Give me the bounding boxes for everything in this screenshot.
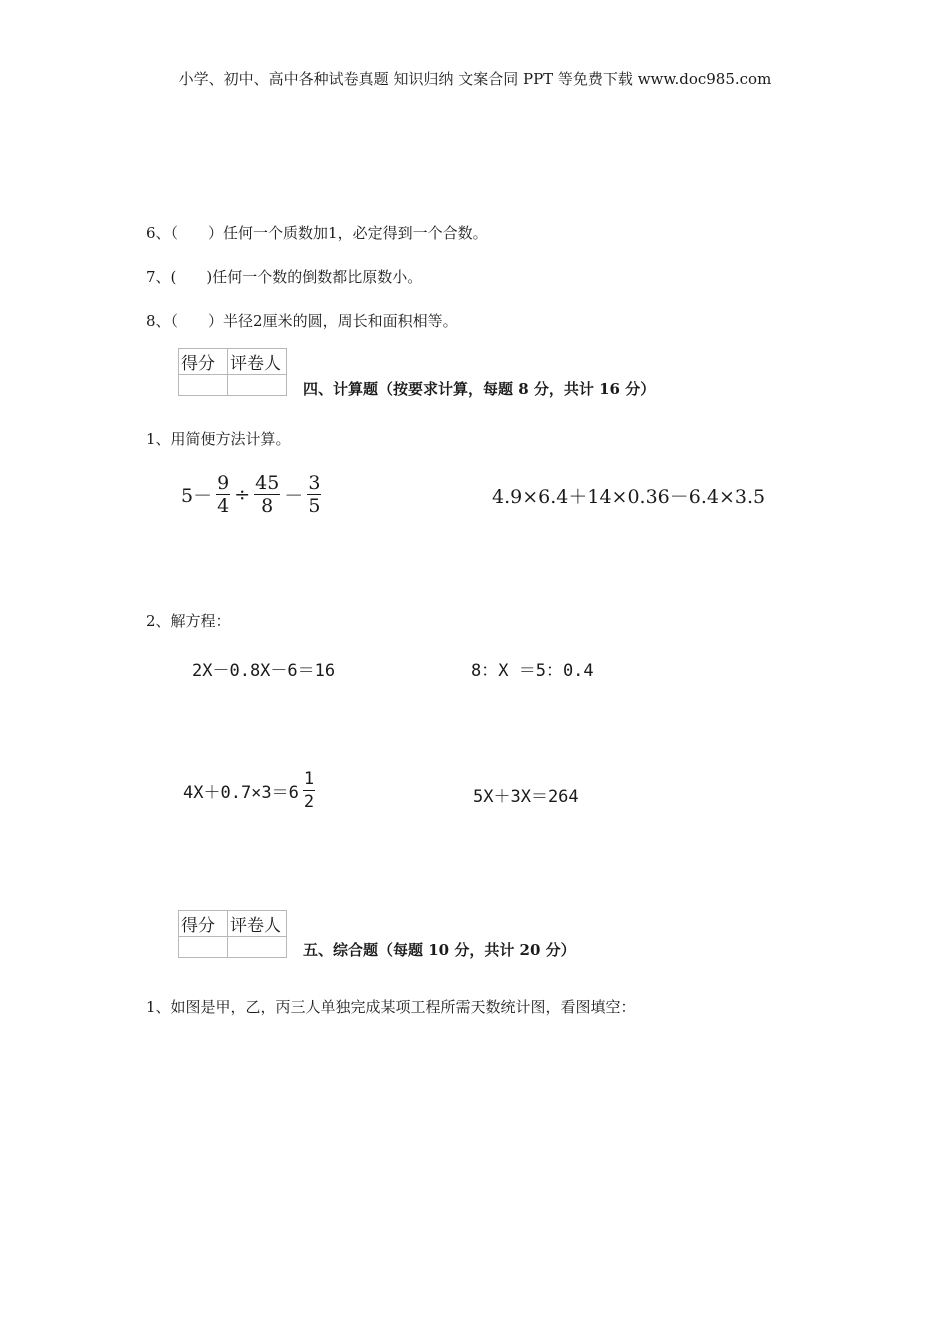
section4-q2: 2、解方程： xyxy=(146,612,231,630)
judge-item-8: 8、（ ）半径2厘米的圆，周长和面积相等。 xyxy=(146,312,458,330)
page-header: 小学、初中、高中各种试卷真题 知识归纳 文案合同 PPT 等免费下载 www.doc985.com xyxy=(178,70,772,88)
fraction-numerator: 9 xyxy=(217,472,230,494)
equation-4: 5X＋3X＝264 xyxy=(473,787,579,807)
fraction-numerator: 1 xyxy=(303,769,315,789)
section4-q1: 1、用简便方法计算。 xyxy=(146,430,291,448)
divide-operator: ÷ xyxy=(234,483,251,506)
score-cell xyxy=(179,375,228,396)
score-box-section4 xyxy=(178,348,287,396)
minus-operator: － xyxy=(284,485,304,507)
score-box-section5 xyxy=(178,910,287,958)
equation-2: 8：X ＝5：0.4 xyxy=(471,661,594,681)
fraction-denominator: 5 xyxy=(308,495,321,517)
equation-3-lead: 4X＋0.7×3＝6 xyxy=(183,783,299,803)
grader-label: 评卷人 xyxy=(228,349,287,375)
grader-cell xyxy=(228,375,287,396)
equation-1: 2X－0.8X－6＝16 xyxy=(192,661,336,681)
score-label: 得分 xyxy=(179,911,228,937)
fraction-denominator: 2 xyxy=(303,792,315,812)
fraction-1-2 xyxy=(303,768,315,813)
fraction-3-5 xyxy=(307,472,321,517)
fraction-45-8 xyxy=(254,472,280,517)
score-cell xyxy=(179,937,228,958)
fraction-numerator: 3 xyxy=(308,472,321,494)
grader-cell xyxy=(228,937,287,958)
section5-title: 五、综合题（每题 10 分，共计 20 分） xyxy=(303,941,576,959)
judge-item-6: 6、（ ）任何一个质数加1，必定得到一个合数。 xyxy=(146,224,488,242)
section4-title: 四、计算题（按要求计算，每题 8 分，共计 16 分） xyxy=(303,380,656,398)
calc-expression-2: 4.9×6.4＋14×0.36－6.4×3.5 xyxy=(492,486,766,508)
judge-item-7: 7、( )任何一个数的倒数都比原数小。 xyxy=(146,268,423,286)
fraction-9-4 xyxy=(216,472,230,517)
score-label: 得分 xyxy=(179,349,228,375)
equation-3 xyxy=(182,768,318,813)
fraction-denominator: 8 xyxy=(261,495,274,517)
fraction-denominator: 4 xyxy=(217,495,230,517)
section5-q1: 1、如图是甲，乙，丙三人单独完成某项工程所需天数统计图，看图填空： xyxy=(146,998,636,1016)
grader-label: 评卷人 xyxy=(228,911,287,937)
calc-expression-1 xyxy=(180,472,324,517)
fraction-numerator: 45 xyxy=(255,472,280,494)
expr1-lead: 5－ xyxy=(181,485,213,507)
